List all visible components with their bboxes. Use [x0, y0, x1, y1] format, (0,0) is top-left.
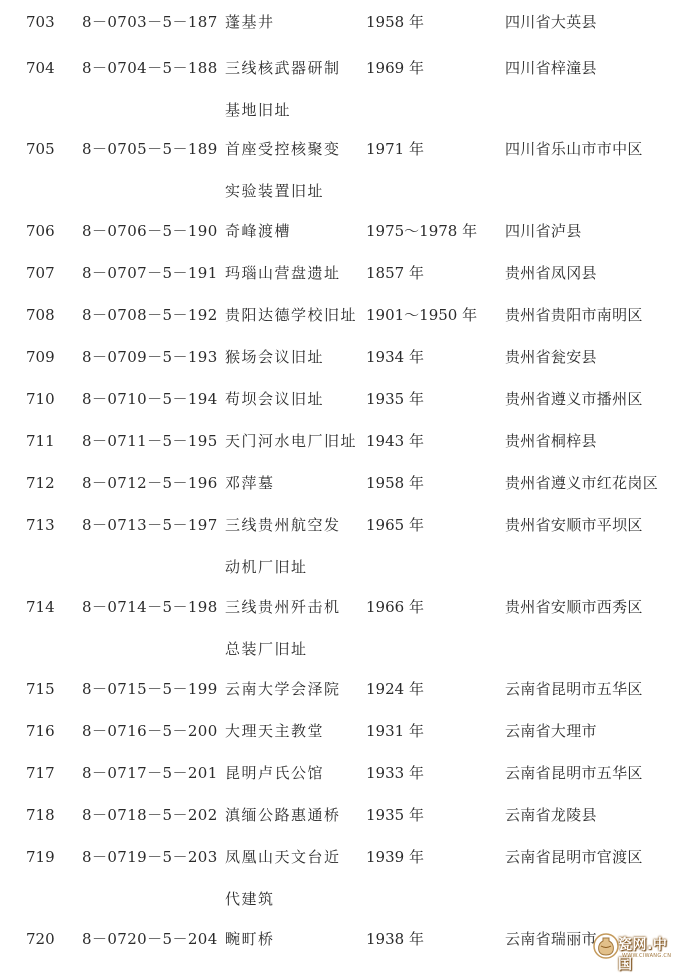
row-code: 8－0703－5－187	[82, 13, 218, 31]
site-name-continued: 代建筑	[225, 890, 275, 908]
site-name-continued: 实验装置旧址	[225, 182, 325, 200]
row-year: 1958 年	[366, 13, 424, 31]
site-name: 凤凰山天文台近	[225, 848, 341, 866]
row-year: 1965 年	[366, 516, 424, 534]
row-code: 8－0715－5－199	[82, 680, 218, 698]
row-year: 1969 年	[366, 59, 424, 77]
site-name: 首座受控核聚变	[225, 140, 341, 158]
row-code: 8－0704－5－188	[82, 59, 218, 77]
row-number: 704	[26, 59, 55, 77]
row-code: 8－0709－5－193	[82, 348, 218, 366]
row-number: 705	[26, 140, 55, 158]
row-code: 8－0713－5－197	[82, 516, 218, 534]
row-number: 706	[26, 222, 55, 240]
row-year: 1933 年	[366, 764, 424, 782]
row-code: 8－0716－5－200	[82, 722, 218, 740]
row-code: 8－0720－5－204	[82, 930, 218, 948]
row-number: 713	[26, 516, 55, 534]
row-number: 716	[26, 722, 55, 740]
site-name: 畹町桥	[225, 930, 275, 948]
row-code: 8－0707－5－191	[82, 264, 218, 282]
row-location: 云南省龙陵县	[505, 806, 597, 824]
row-year: 1935 年	[366, 390, 424, 408]
site-name: 贵阳达德学校旧址	[225, 306, 358, 324]
site-name: 滇缅公路惠通桥	[225, 806, 341, 824]
site-name: 奇峰渡槽	[225, 222, 292, 240]
row-year: 1901～1950 年	[366, 306, 478, 324]
vase-logo-icon	[592, 932, 620, 960]
site-name: 大理天主教堂	[225, 722, 325, 740]
row-number: 708	[26, 306, 55, 324]
site-name-continued: 总装厂旧址	[225, 640, 308, 658]
row-number: 715	[26, 680, 55, 698]
row-code: 8－0714－5－198	[82, 598, 218, 616]
row-number: 717	[26, 764, 55, 782]
row-number: 703	[26, 13, 55, 31]
row-code: 8－0712－5－196	[82, 474, 218, 492]
site-name: 云南大学会泽院	[225, 680, 341, 698]
site-name: 天门河水电厂旧址	[225, 432, 358, 450]
site-name: 蓬基井	[225, 13, 275, 31]
row-code: 8－0708－5－192	[82, 306, 218, 324]
site-name: 昆明卢氏公馆	[225, 764, 325, 782]
site-name: 邓萍墓	[225, 474, 275, 492]
row-location: 贵州省桐梓县	[505, 432, 597, 450]
site-name-continued: 动机厂旧址	[225, 558, 308, 576]
watermark-text: 瓷网.中国	[618, 937, 668, 973]
row-location: 贵州省安顺市西秀区	[505, 598, 643, 616]
row-year: 1943 年	[366, 432, 424, 450]
row-year: 1931 年	[366, 722, 424, 740]
row-year: 1958 年	[366, 474, 424, 492]
row-location: 云南省昆明市官渡区	[505, 848, 643, 866]
row-number: 709	[26, 348, 55, 366]
row-year: 1971 年	[366, 140, 424, 158]
row-number: 711	[26, 432, 55, 450]
row-code: 8－0705－5－189	[82, 140, 218, 158]
row-location: 贵州省遵义市播州区	[505, 390, 643, 408]
row-code: 8－0718－5－202	[82, 806, 218, 824]
row-location: 贵州省贵阳市南明区	[505, 306, 643, 324]
row-year: 1939 年	[366, 848, 424, 866]
row-location: 四川省泸县	[505, 222, 582, 240]
site-name: 苟坝会议旧址	[225, 390, 325, 408]
row-location: 云南省瑞丽市	[505, 930, 597, 948]
row-location: 云南省昆明市五华区	[505, 680, 643, 698]
site-name: 三线贵州歼击机	[225, 598, 341, 616]
row-location: 贵州省瓮安县	[505, 348, 597, 366]
row-number: 718	[26, 806, 55, 824]
row-location: 四川省乐山市市中区	[505, 140, 643, 158]
site-watermark	[592, 930, 678, 973]
site-name: 玛瑙山营盘遗址	[225, 264, 341, 282]
row-code: 8－0717－5－201	[82, 764, 218, 782]
row-location: 贵州省遵义市红花岗区	[505, 474, 659, 492]
row-number: 714	[26, 598, 55, 616]
row-year: 1966 年	[366, 598, 424, 616]
row-code: 8－0706－5－190	[82, 222, 218, 240]
row-number: 712	[26, 474, 55, 492]
row-location: 云南省大理市	[505, 722, 597, 740]
site-name: 三线核武器研制	[225, 59, 341, 77]
row-year: 1935 年	[366, 806, 424, 824]
site-name-continued: 基地旧址	[225, 101, 292, 119]
row-location: 四川省大英县	[505, 13, 597, 31]
row-code: 8－0710－5－194	[82, 390, 218, 408]
row-location: 贵州省凤冈县	[505, 264, 597, 282]
row-number: 719	[26, 848, 55, 866]
row-year: 1975～1978 年	[366, 222, 478, 240]
row-code: 8－0711－5－195	[82, 432, 218, 450]
row-location: 四川省梓潼县	[505, 59, 597, 77]
site-name: 三线贵州航空发	[225, 516, 341, 534]
row-location: 云南省昆明市五华区	[505, 764, 643, 782]
row-number: 707	[26, 264, 55, 282]
row-year: 1857 年	[366, 264, 424, 282]
row-year: 1924 年	[366, 680, 424, 698]
row-number: 720	[26, 930, 55, 948]
row-year: 1938 年	[366, 930, 424, 948]
site-name: 猴场会议旧址	[225, 348, 325, 366]
row-year: 1934 年	[366, 348, 424, 366]
watermark-subtext: WWW.CIWANG.CN	[622, 953, 672, 959]
row-number: 710	[26, 390, 55, 408]
row-code: 8－0719－5－203	[82, 848, 218, 866]
row-location: 贵州省安顺市平坝区	[505, 516, 643, 534]
